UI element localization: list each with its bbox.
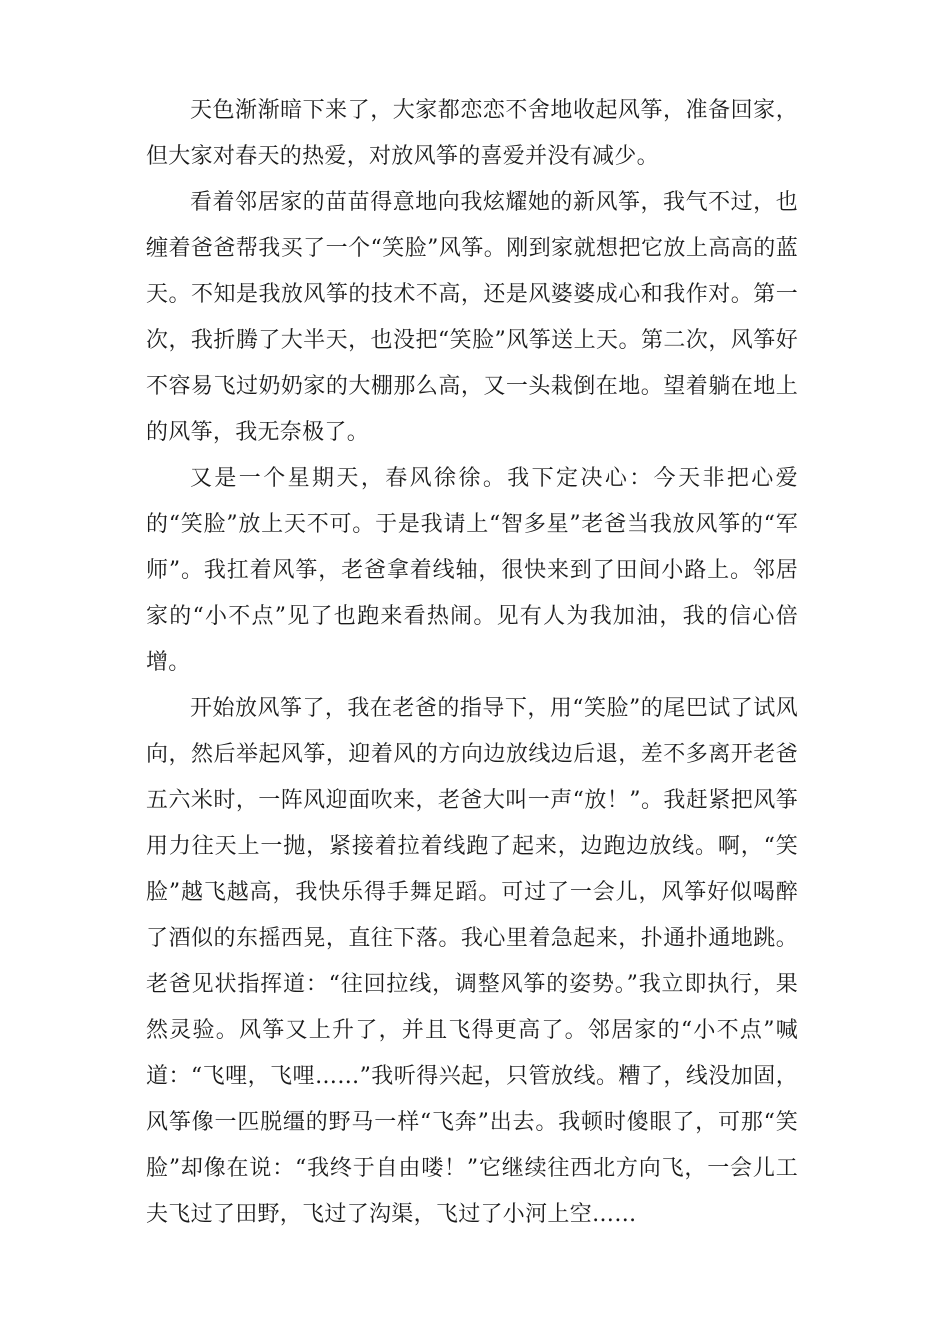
paragraph-1: 天色渐渐暗下来了，大家都恋恋不舍地收起风筝，准备回家，但大家对春天的热爱，对放风筝的喜爱并没有减少。: [146, 98, 798, 169]
paragraph-2: 看着邻居家的苗苗得意地向我炫耀她的新风筝，我气不过，也缠着爸爸帮我买了一个“笑脸”风筝。刚到家就想把它放上高高的蓝天。不知是我放风筝的技术不高，还是风婆婆成心和我作对。第一次，我折腾了大半天，也没把“笑脸”风筝送上天。第二次，风筝好不容易飞过奶奶家的大棚那么高，又一头栽倒在地。望着躺在地上的风筝，我无奈极了。: [146, 190, 798, 445]
paragraph-4: 开始放风筝了，我在老爸的指导下，用“笑脸”的尾巴试了试风向，然后举起风筝，迎着风的方向边放线边后退，差不多离开老爸五六米时，一阵风迎面吹来，老爸大叫一声“放！”。我赶紧把风筝用力往天上一抛，紧接着拉着线跑了起来，边跑边放线。啊，“笑脸”越飞越高，我快乐得手舞足蹈。可过了一会儿，风筝好似喝醉了酒似的东摇西晃，直往下落。我心里着急起来，扑通扑通地跳。老爸见状指挥道：“往回拉线，调整风筝的姿势。”我立即执行，果然灵验。风筝又上升了，并且飞得更高了。邻居家的“小不点”喊道：“飞哩，飞哩……”我听得兴起，只管放线。糟了，线没加固，风筝像一匹脱缰的野马一样“飞奔”出去。我顿时傻眼了，可那“笑脸”却像在说：“我终于自由喽！”它继续往西北方向飞，一会儿工夫飞过了田野，飞过了沟渠，飞过了小河上空……: [146, 696, 798, 1227]
document-body: [146, 88, 798, 1238]
paragraph-3: 又是一个星期天，春风徐徐。我下定决心：今天非把心爱的“笑脸”放上天不可。于是我请上“智多星”老爸当我放风筝的“军师”。我扛着风筝，老爸拿着线轴，很快来到了田间小路上。邻居家的“小不点”见了也跑来看热闹。见有人为我加油，我的信心倍增。: [146, 466, 798, 675]
